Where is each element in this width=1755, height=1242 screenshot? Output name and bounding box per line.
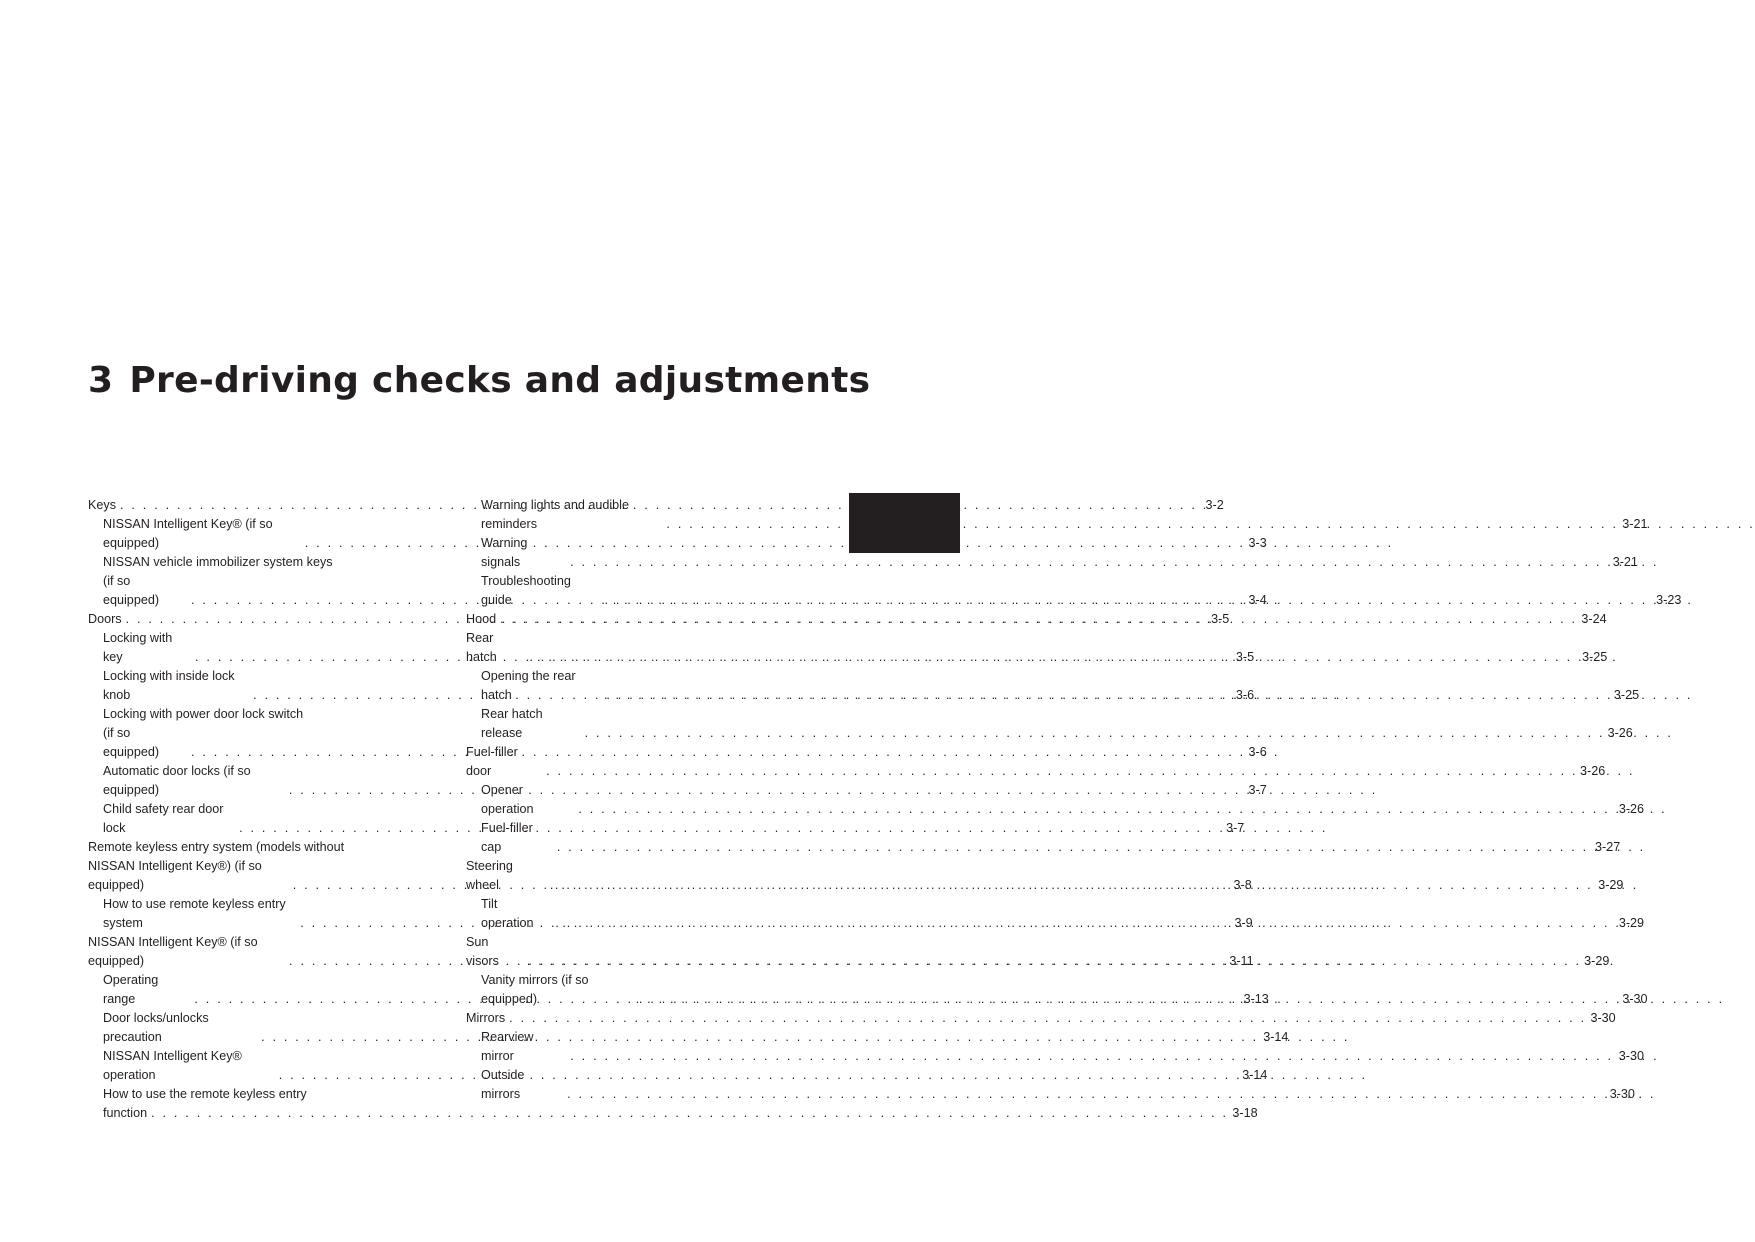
- toc-entry-label: Hood: [466, 612, 497, 626]
- toc-dot-leader: [151, 1104, 1228, 1123]
- toc-dot-leader: [570, 553, 1609, 572]
- toc-entry-label: Outside mirrors: [481, 1068, 525, 1101]
- toc-entry-label: Warning lights and audible reminders: [481, 498, 629, 531]
- toc-entry-label: Door locks/unlocks precaution: [103, 1011, 209, 1044]
- toc-entry-label: NISSAN Intelligent Key® (if so equipped): [88, 935, 258, 968]
- toc-page-number: 3-26: [1607, 726, 1633, 740]
- toc-page-number: 3-3: [1248, 536, 1267, 550]
- toc-page-number: 3-27: [1595, 840, 1621, 854]
- toc-entry[interactable]: [466, 705, 1633, 743]
- toc-dot-leader: [636, 990, 1619, 1009]
- chapter-title: [88, 360, 870, 401]
- toc-entry-label: Vanity mirrors (if so equipped): [481, 973, 589, 1006]
- toc-entry-label: (if so equipped): [103, 726, 160, 759]
- toc-entry-label: Opening the rear hatch: [481, 669, 576, 702]
- toc-page-number: 3-7: [1226, 821, 1245, 835]
- toc-dot-leader: [557, 838, 1591, 857]
- toc-page-number: 3-30: [1609, 1087, 1635, 1101]
- toc-page-number: 3-23: [1656, 593, 1682, 607]
- toc-page-number: 3-5: [1211, 612, 1230, 626]
- toc-entry-label: Operating range: [103, 973, 159, 1006]
- toc-entry-label: Tilt operation: [481, 897, 534, 930]
- toc-dot-leader: [585, 724, 1604, 743]
- toc-entry-label: Opener operation: [481, 783, 534, 816]
- chapter-number: 3: [88, 360, 114, 401]
- toc-page-number: 3-21: [1622, 517, 1648, 531]
- chapter-tab-marker: [849, 493, 960, 553]
- toc-page-number: 3-11: [1229, 954, 1254, 968]
- toc-entry-label: Rear hatch release: [481, 707, 543, 740]
- toc-entry-label: Fuel-filler cap: [481, 821, 533, 854]
- toc-entry-label: Keys: [88, 498, 116, 512]
- toc-dot-leader: [666, 515, 1618, 534]
- toc-dot-leader: [604, 686, 1610, 705]
- toc-dot-leader: [527, 952, 1580, 971]
- toc-page-number: 3-6: [1248, 745, 1267, 759]
- toc-entry-label: Rear hatch: [466, 631, 497, 664]
- toc-page-number: 3-6: [1235, 688, 1255, 702]
- toc-page-number: 3-9: [1234, 916, 1253, 930]
- toc-page-number: 3-30: [1590, 1011, 1616, 1025]
- toc-entry-label: Rearview mirror: [481, 1030, 534, 1063]
- toc-entry-label: Steering wheel: [466, 859, 513, 892]
- toc-entry-label: Mirrors: [466, 1011, 506, 1025]
- toc-page-number: 3-25: [1613, 688, 1640, 702]
- toc-page-number: 3-4: [1248, 593, 1267, 607]
- toc-page-number: 3-29: [1584, 954, 1610, 968]
- toc-dot-leader: [578, 800, 1614, 819]
- toc-page-number: 3-21: [1612, 555, 1638, 569]
- toc-entry-label: Warning signals: [481, 536, 528, 569]
- toc-dot-leader: [570, 1047, 1615, 1066]
- toc-entry-label: Troubleshooting guide: [481, 574, 571, 607]
- toc-page-number: 3-30: [1622, 992, 1648, 1006]
- toc-page-number: 3-14: [1242, 1068, 1268, 1082]
- toc-entry-label-line: Locking with power door lock switch: [103, 707, 304, 721]
- toc-entry[interactable]: [466, 496, 1648, 534]
- toc-dot-leader: [500, 610, 1577, 629]
- toc-page-number: 3-5: [1235, 650, 1255, 664]
- toc-page-number: 3-18: [1232, 1106, 1258, 1120]
- toc-entry[interactable]: [88, 1085, 1258, 1123]
- toc-entry-label: NISSAN Intelligent Key®) (if so equipped): [88, 859, 262, 892]
- toc-entry-label: NISSAN Intelligent Key® (if so equipped): [103, 517, 273, 550]
- toc-entry-label-line: Remote keyless entry system (models without: [88, 840, 345, 854]
- toc-entry-label: Locking with key: [103, 631, 173, 664]
- toc-entry-label: Locking with inside lock knob: [103, 669, 235, 702]
- toc-dot-leader: [605, 591, 1653, 610]
- toc-page-number: 3-25: [1582, 650, 1608, 664]
- chapter-title-text: Pre-driving checks and adjustments: [129, 360, 871, 401]
- toc-dot-leader: [509, 1009, 1586, 1028]
- toc-dot-leader: [550, 876, 1594, 895]
- toc-entry-label: Fuel-filler door: [466, 745, 518, 778]
- toc-page-number: 3-2: [1205, 498, 1224, 512]
- toc-entry-label-line: NISSAN vehicle immobilizer system keys: [103, 555, 333, 569]
- toc-page-number: 3-13: [1243, 992, 1269, 1006]
- toc-entry-label: Doors: [88, 612, 122, 626]
- toc-page-number: 3-26: [1618, 802, 1645, 816]
- toc-entry-label: function: [103, 1106, 148, 1120]
- toc-page-number: 3-26: [1580, 764, 1606, 778]
- toc-page-number: 3-14: [1263, 1030, 1289, 1044]
- toc-dot-leader: [529, 648, 1578, 667]
- toc-dot-leader: [546, 762, 1576, 781]
- toc-entry-label-line: How to use the remote keyless entry: [103, 1087, 307, 1101]
- toc-entry-label: Sun visors: [466, 935, 499, 968]
- toc-dot-leader: [555, 914, 1614, 933]
- toc-entry-label: NISSAN Intelligent Key® operation: [103, 1049, 242, 1082]
- toc-entry-label: (if so equipped): [103, 574, 160, 607]
- toc-entry-label: How to use remote keyless entry system: [103, 897, 286, 930]
- toc-page-number: 3-29: [1618, 916, 1645, 930]
- toc-page-number: 3-24: [1581, 612, 1607, 626]
- toc-page-number: 3-8: [1233, 878, 1252, 892]
- toc-page-number: 3-30: [1618, 1049, 1645, 1063]
- toc-entry-label: Child safety rear door lock: [103, 802, 224, 835]
- toc-page-number: 3-7: [1248, 783, 1267, 797]
- toc-dot-leader: [567, 1085, 1606, 1104]
- toc-page-number: 3-29: [1598, 878, 1624, 892]
- toc-entry-label: Automatic door locks (if so equipped): [103, 764, 251, 797]
- toc-entry[interactable]: [466, 1009, 1616, 1028]
